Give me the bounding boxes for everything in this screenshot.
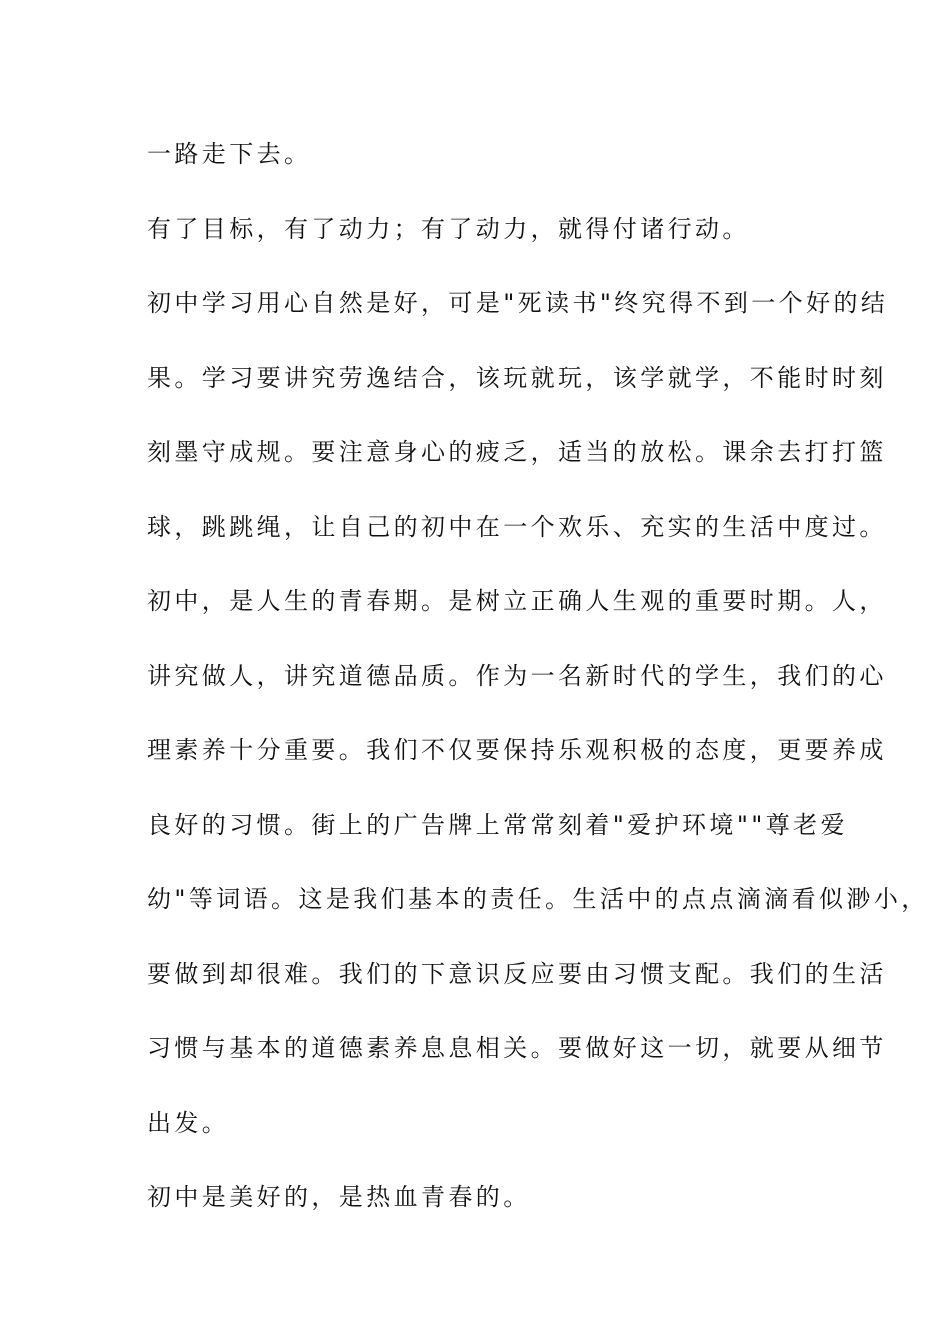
text-line: 幼"等词语。这是我们基本的责任。生活中的点点滴滴看似渺小， xyxy=(147,885,929,913)
text-line: 良好的习惯。街上的广告牌上常常刻着"爱护环境""尊老爱 xyxy=(147,811,848,839)
text-line: 刻墨守成规。要注意身心的疲乏，适当的放松。课余去打打篮 xyxy=(147,438,887,466)
text-line: 有了目标，有了动力；有了动力，就得付诸行动。 xyxy=(147,215,750,243)
text-line: 球，跳跳绳，让自己的初中在一个欢乐、充实的生活中度过。 xyxy=(147,513,887,541)
text-line: 果。学习要讲究劳逸结合，该玩就玩，该学就学，不能时时刻 xyxy=(147,364,887,392)
text-line: 初中是美好的，是热血青春的。 xyxy=(147,1183,531,1211)
text-line: 一路走下去。 xyxy=(147,140,312,168)
text-line: 习惯与基本的道德素养息息相关。要做好这一切，就要从细节 xyxy=(147,1034,887,1062)
text-line: 理素养十分重要。我们不仅要保持乐观积极的态度，更要养成 xyxy=(147,736,887,764)
text-line: 要做到却很难。我们的下意识反应要由习惯支配。我们的生活 xyxy=(147,960,887,988)
text-line: 初中，是人生的青春期。是树立正确人生观的重要时期。人， xyxy=(147,587,887,615)
text-line: 出发。 xyxy=(147,1109,230,1137)
text-line: 讲究做人，讲究道德品质。作为一名新时代的学生，我们的心 xyxy=(147,662,887,690)
text-line: 初中学习用心自然是好，可是"死读书"终究得不到一个好的结 xyxy=(147,289,889,317)
